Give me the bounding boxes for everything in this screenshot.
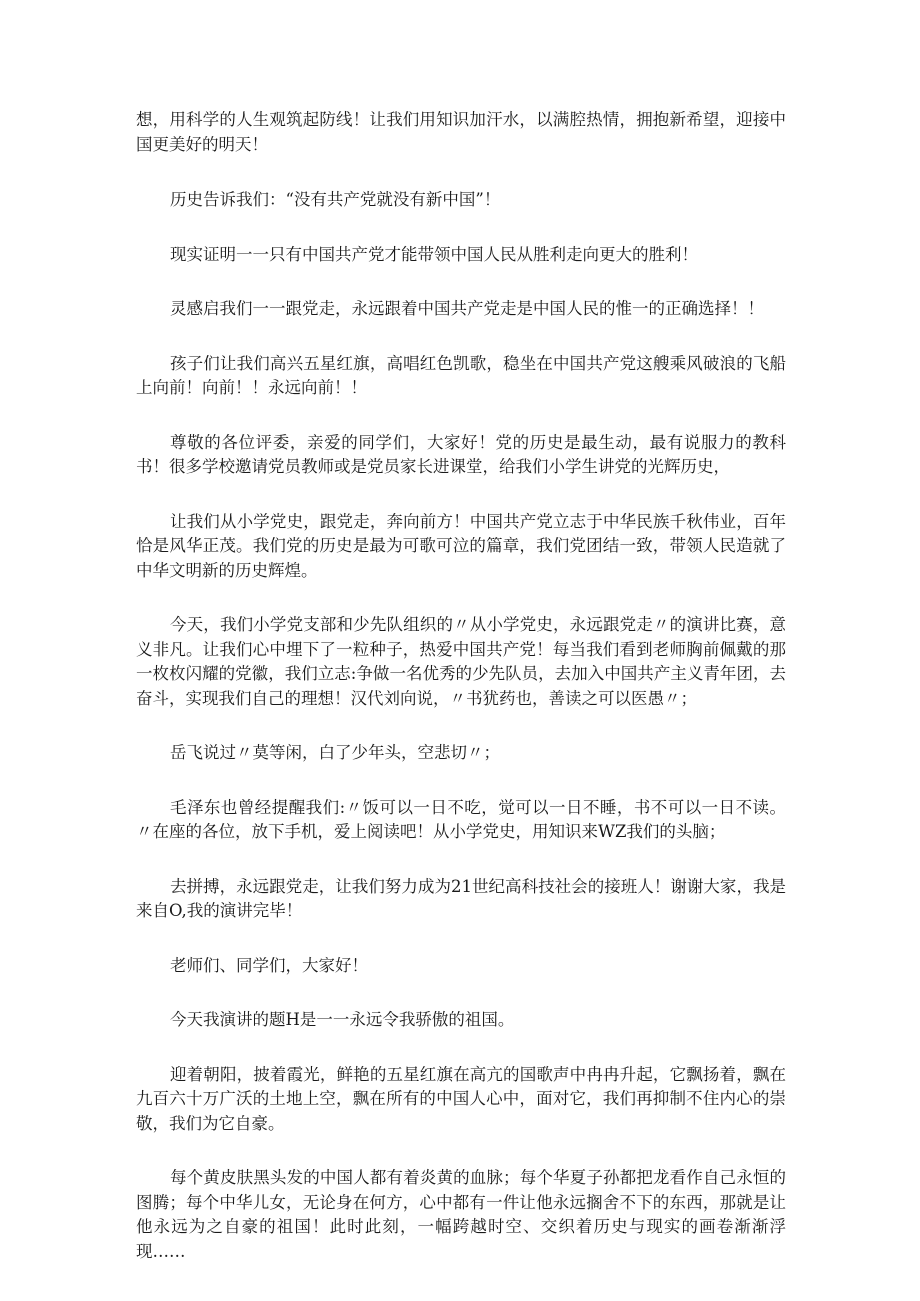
- paragraph: 去拼搏，永远跟党走，让我们努力成为21世纪高科技社会的接班人！谢谢大家，我是来自O,我的演讲完毕！: [136, 876, 786, 920]
- paragraph: 让我们从小学党史，跟党走，奔向前方！中国共产党立志于中华民族千秋伟业，百年恰是风华正茂。我们党的历史是最为可歌可泣的篇章，我们党团结一致，带领人民造就了中华文明新的历史辉煌。: [136, 511, 786, 580]
- paragraph: 每个黄皮肤黑头发的中国人都有着炎黄的血脉；每个华夏子孙都把龙看作自己永恒的图腾；每个中华儿女，无论身在何方，心中都有一件让他永远搁舍不下的东西，那就是让他永远为之自豪的祖国！此时此刻，一幅跨越时空、交织着历史与现实的画卷渐渐浮现……: [136, 1168, 786, 1261]
- paragraph: 今天我演讲的题H是一一永远令我骄傲的祖国。: [170, 1010, 515, 1029]
- paragraph: 老师们、同学们，大家好！: [170, 955, 368, 975]
- paragraph: 毛泽东也曾经提醒我们:〃饭可以一日不吃，觉可以一日不睡，书不可以一日不读。〃在座的各位，放下手机，爱上阅读吧！从小学党史，用知识来WZ我们的头脑；: [136, 797, 786, 841]
- paragraph: 迎着朝阳，披着霞光，鲜艳的五星红旗在高亢的国歌声中冉冉升起，它飘扬着，飘在九百六十万广沃的土地上空，飘在所有的中国人心中，面对它，我们再抑制不住内心的崇敬，我们为它自豪。: [136, 1064, 786, 1133]
- paragraph: 灵感启我们一一跟党走，永远跟着中国共产党走是中国人民的惟一的正确选择！！: [170, 299, 764, 318]
- document-body: [136, 108, 786, 1294]
- paragraph: 历史告诉我们：“没有共产党就没有新中国”！: [170, 190, 501, 209]
- paragraph: 孩子们让我们高兴五星红旗，高唱红色凯歌，稳坐在中国共产党这艘乘风破浪的飞船上向前！向前！！永远向前！！: [136, 353, 786, 397]
- paragraph: 尊敬的各位评委，亲爱的同学们，大家好！党的历史是最生动，最有说服力的教科书！很多学校邀请党员教师或是党员家长进课堂，给我们小学生讲党的光辉历史，: [136, 432, 786, 476]
- paragraph: 岳飞说过〃莫等闲，白了少年头，空悲切〃；: [170, 743, 500, 762]
- paragraph-continuation: 想，用科学的人生观筑起防线！让我们用知识加汗水，以满腔热情，拥抱新希望，迎接中国更美好的明天！: [136, 110, 786, 154]
- paragraph: 现实证明一一只有中国共产党才能带领中国人民从胜利走向更大的胜利！: [170, 244, 698, 264]
- paragraph: 今天，我们小学党支部和少先队组织的〃从小学党史，永远跟党走〃的演讲比赛，意义非凡。让我们心中埋下了一粒种子，热爱中国共产党！每当我们看到老师胸前佩戴的那一枚枚闪耀的党徽，我们立志:争做一名优秀的少先队员，去加入中国共产主义青年团，去奋斗，实现我们自己的理想！汉代刘向说，〃书犹药也，善读之可以医愚〃；: [136, 615, 786, 708]
